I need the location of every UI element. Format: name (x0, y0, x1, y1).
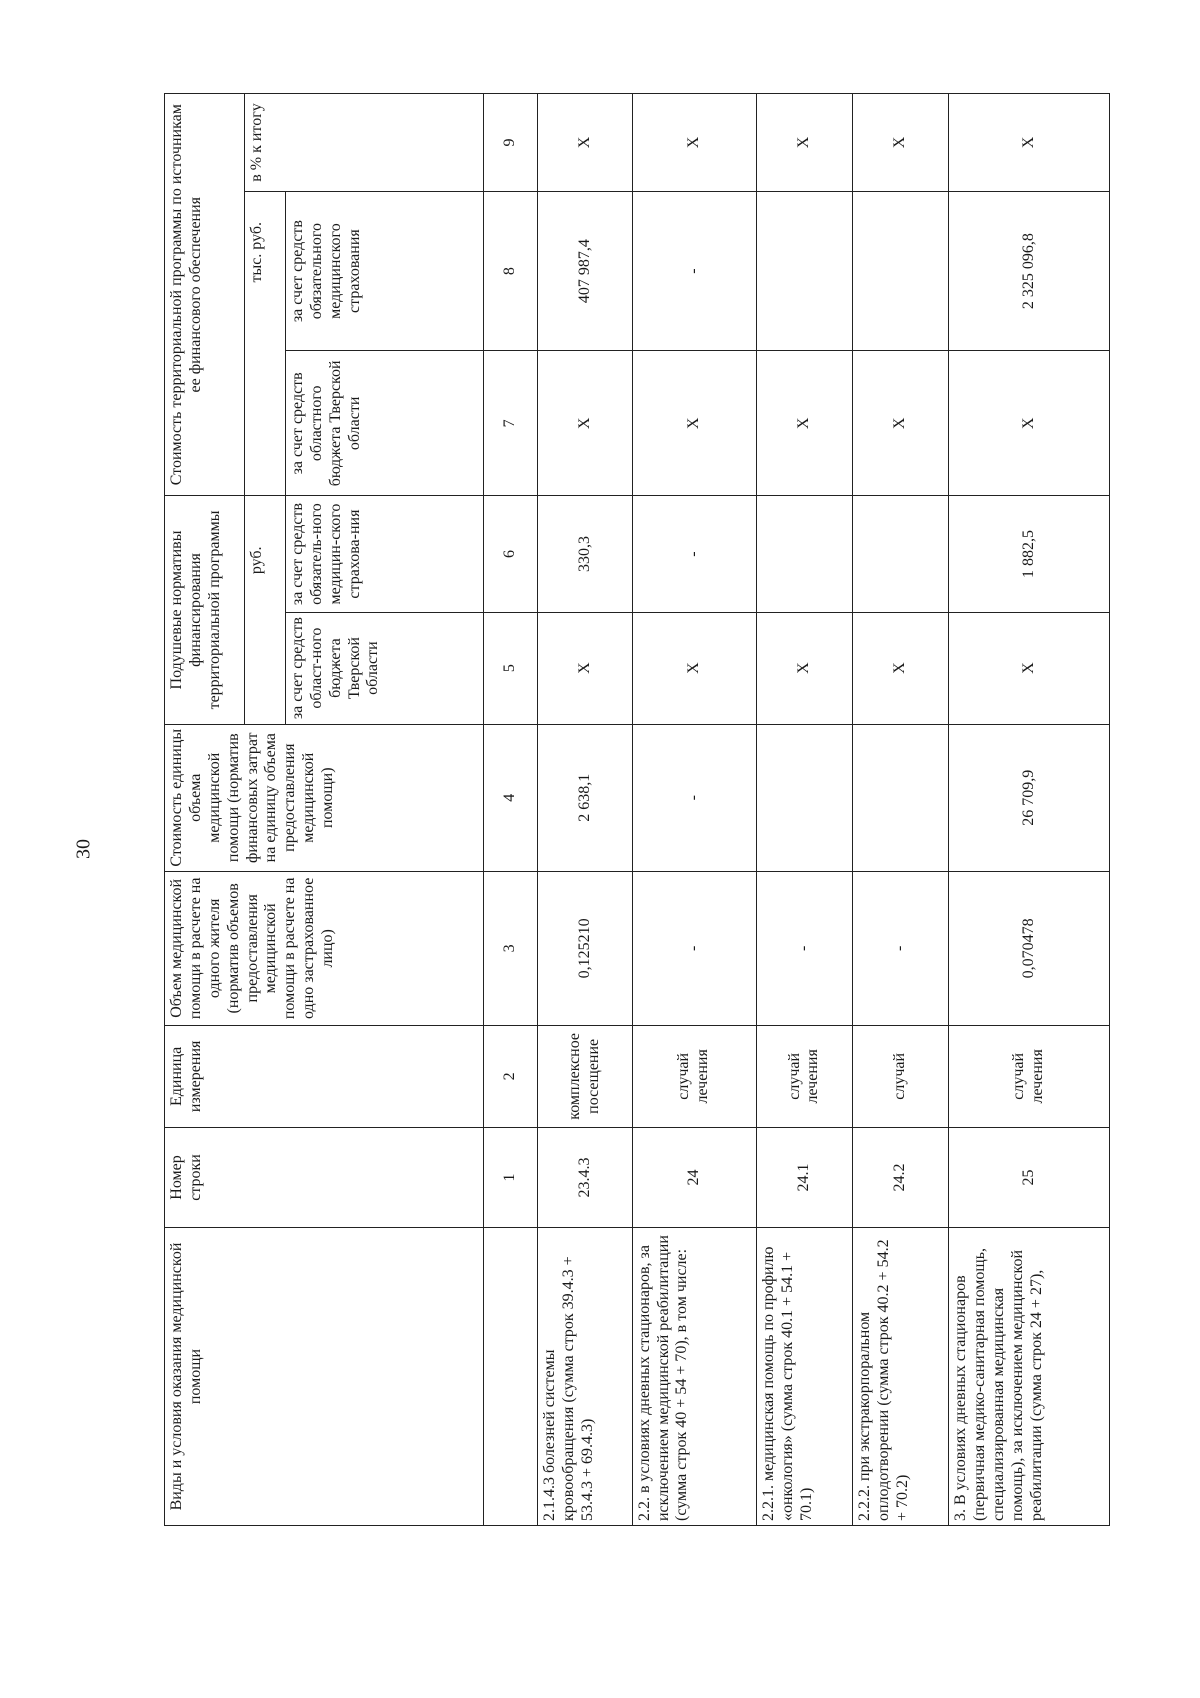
header-rub: руб. (245, 496, 286, 724)
row-cost (756, 724, 852, 871)
row-cost: 2 638,1 (538, 724, 632, 871)
row-pc-budget: Х (949, 612, 1110, 724)
column-number: 3 (483, 871, 538, 1025)
row-unit: комплексное посещение (538, 1025, 632, 1127)
row-number: 25 (949, 1127, 1110, 1227)
row-percent: Х (538, 94, 632, 192)
rotated-table-container (164, 93, 1110, 1526)
column-numbers-row (483, 94, 538, 1526)
row-percent: Х (853, 94, 949, 192)
row-pc-budget: Х (538, 612, 632, 724)
header-thous-rub: тыс. руб. (245, 191, 286, 495)
row-volume: 0,125210 (538, 871, 632, 1025)
row-number: 23.4.3 (538, 1127, 632, 1227)
header-cost-unit: Стоимость единицы объема медицинской помощи (норматив финансовых затрат на единицу объема предоставления медицинской помощи) (165, 724, 484, 871)
row-tc-budget: Х (853, 351, 949, 496)
row-tc-oms (853, 191, 949, 350)
row-pc-oms: - (632, 496, 756, 612)
row-pc-oms (853, 496, 949, 612)
row-pc-budget: Х (632, 612, 756, 724)
row-name: 2.2. в условиях дневных стационаров, за исключением медицинской реабилитации (сумма строк 40 + 54 + 70), в том числе: (632, 1228, 756, 1526)
row-name: 2.2.2. при экстракорпоральном оплодотворении (сумма строк 40.2 + 54.2 + 70.2) (853, 1228, 949, 1526)
row-number: 24 (632, 1127, 756, 1227)
financing-table (164, 93, 1110, 1526)
column-number: 6 (483, 496, 538, 612)
row-cost (853, 724, 949, 871)
column-number: 5 (483, 612, 538, 724)
column-number: 9 (483, 94, 538, 192)
row-pc-budget: Х (853, 612, 949, 724)
row-volume: - (632, 871, 756, 1025)
row-tc-oms: 2 325 096,8 (949, 191, 1110, 350)
table-row (538, 94, 632, 1526)
row-tc-oms (756, 191, 852, 350)
column-number: 8 (483, 191, 538, 350)
header-types: Виды и условия оказания медицинской помощи (165, 1228, 484, 1526)
column-number: 4 (483, 724, 538, 871)
row-pc-oms (756, 496, 852, 612)
row-percent: Х (949, 94, 1110, 192)
row-name: 3. В условиях дневных стационаров (первичная медико-санитарная помощь, специализированная медицинская помощь), за исключением медицинской реабилитации (сумма строк 24 + 27), (949, 1228, 1110, 1526)
row-unit: случай лечения (632, 1025, 756, 1127)
column-number-types (483, 1228, 538, 1526)
row-tc-budget: Х (632, 351, 756, 496)
row-volume: 0,070478 (949, 871, 1110, 1025)
header-per-capita: Подушевые нормативы финансирования территориальной программы (165, 496, 245, 724)
column-number: 7 (483, 351, 538, 496)
row-pc-budget: Х (756, 612, 852, 724)
table-row (853, 94, 949, 1526)
row-cost: 26 709,9 (949, 724, 1110, 871)
row-tc-budget: Х (538, 351, 632, 496)
header-tc-oms: за счет средств обязательного медицинского страхования (285, 191, 483, 350)
row-tc-oms: 407 987,4 (538, 191, 632, 350)
header-program-cost: Стоимость территориальной программы по источникам ее финансового обеспечения (165, 94, 245, 496)
table-row (949, 94, 1110, 1526)
header-row-number: Номер строки (165, 1127, 484, 1227)
row-tc-oms: - (632, 191, 756, 350)
row-unit: случай лечения (756, 1025, 852, 1127)
table-row (632, 94, 756, 1526)
row-tc-budget: Х (949, 351, 1110, 496)
header-tc-regional-budget: за счет средств областного бюджета Тверской области (285, 351, 483, 496)
header-unit: Единица измерения (165, 1025, 484, 1127)
page-number: 30 (72, 839, 95, 859)
row-number: 24.2 (853, 1127, 949, 1227)
row-cost: - (632, 724, 756, 871)
row-volume: - (853, 871, 949, 1025)
row-volume: - (756, 871, 852, 1025)
row-name: 2.2.1. медицинская помощь по профилю «онкология» (сумма строк 40.1 + 54.1 + 70.1) (756, 1228, 852, 1526)
header-pc-regional-budget: за счет средств област-ного бюджета Тверской области (285, 612, 483, 724)
row-percent: Х (632, 94, 756, 192)
header-volume: Объем медицинской помощи в расчете на одного жителя (норматив объемов предоставления медицинской помощи в расчете на одно застрахованное лицо) (165, 871, 484, 1025)
row-unit: случай лечения (949, 1025, 1110, 1127)
row-pc-oms: 1 882,5 (949, 496, 1110, 612)
row-name: 2.1.4.3 болезней системы кровообращения (сумма строк 39.4.3 + 53.4.3 + 69.4.3) (538, 1228, 632, 1526)
column-number: 2 (483, 1025, 538, 1127)
header-percent-total: в % к итогу (245, 94, 484, 192)
row-pc-oms: 330,3 (538, 496, 632, 612)
row-unit: случай (853, 1025, 949, 1127)
header-pc-oms: за счет средств обязатель-ного медицин-ского страхова-ния (285, 496, 483, 612)
table-row (756, 94, 852, 1526)
row-percent: Х (756, 94, 852, 192)
column-number: 1 (483, 1127, 538, 1227)
row-tc-budget: Х (756, 351, 852, 496)
row-number: 24.1 (756, 1127, 852, 1227)
